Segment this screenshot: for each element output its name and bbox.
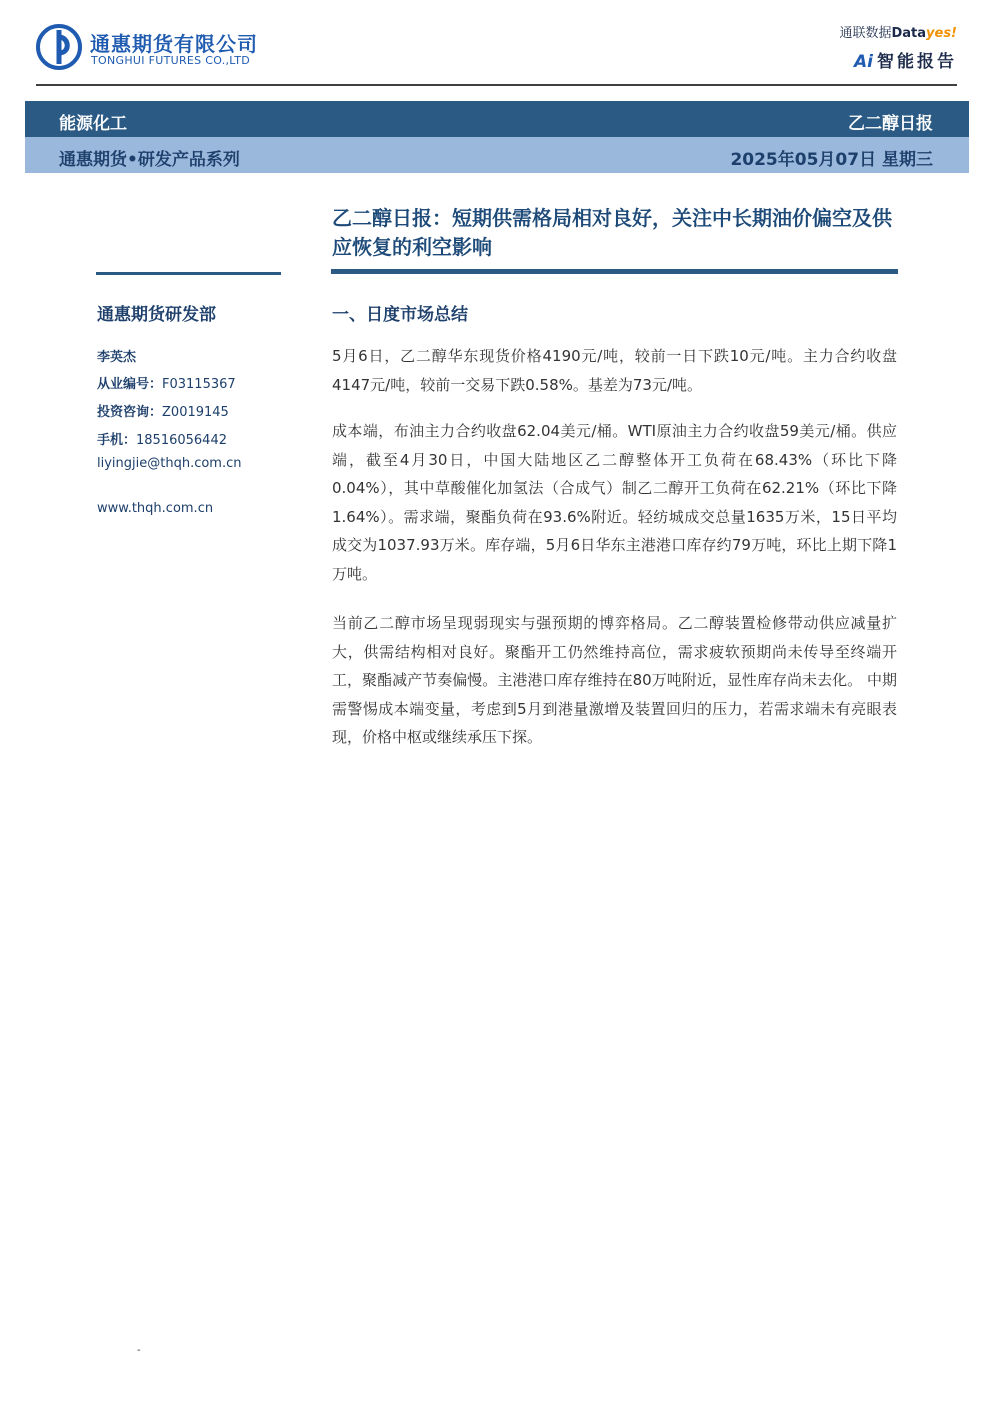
report-title: 乙二醇日报：短期供需格局相对良好，关注中长期油价偏空及供应恢复的利空影响 (332, 206, 892, 259)
phone-label: 手机： (97, 433, 137, 448)
license-value: F03115367 (162, 377, 236, 392)
series-label: 通惠期货•研发产品系列 (59, 150, 240, 170)
company-name-cn: 通惠期货有限公司 (90, 32, 258, 56)
phone-number (97, 429, 227, 448)
ai-icon: Ai (854, 52, 873, 72)
department-name: 通惠期货研发部 (97, 305, 216, 325)
page-mark: - (137, 1345, 141, 1356)
ai-report-text: 智能报告 (877, 52, 957, 72)
partner-brand-data: Data (891, 26, 927, 41)
section-heading: 一、日度市场总结 (332, 305, 468, 325)
partner-brand-yes: yes! (926, 26, 957, 41)
tonghui-logo-icon (36, 24, 82, 70)
series-band (25, 137, 969, 173)
website-link[interactable]: www.thqh.com.cn (97, 501, 214, 516)
consult-value: Z0019145 (162, 405, 229, 420)
sidebar-divider (96, 272, 281, 275)
datayes-logo (817, 22, 957, 41)
email-link[interactable]: liyingjie@thqh.com.cn (97, 456, 242, 471)
consult-label: 投资咨询： (97, 405, 163, 420)
header-divider (36, 84, 957, 86)
outlook-paragraph: 当前乙二醇市场呈现弱现实与强预期的博弈格局。乙二醇装置检修带动供应减量扩大，供需结构相对良好。聚酯开工仍然维持高位，需求疲软预期尚未传导至终端开工，聚酯减产节奏偏慢。主港港口库存维持在80万吨附近，显性库存尚未去化。 中期需警惕成本端变量，考虑到5月到港量激增及装置回归的压力，若需求端未有亮眼表现，价格中枢或继续承压下探。 (332, 614, 897, 746)
company-name-en: TONGHUI FUTURES CO.,LTD (91, 54, 251, 67)
category-band (25, 101, 969, 137)
company-logo (36, 24, 276, 74)
partner-logo (817, 22, 957, 72)
ai-report-label (817, 47, 957, 72)
fundamentals-paragraph: 成本端，布油主力合约收盘62.04美元/桶。WTI原油主力合约收盘59美元/桶。供应端，截至4月30日，中国大陆地区乙二醇整体开工负荷在68.43%（环比下降0.04%），其中草酸催化加氢法（合成气）制乙二醇开工负荷在62.21%（环比下降1.64%）。需求端，聚酯负荷在93.6%附近。轻纺城成交总量1635万米，15日平均成交为1037.93万米。库存端，5月6日华东主港港口库存约79万吨，环比上期下降1万吨。 (332, 422, 897, 583)
consult-number (97, 401, 229, 420)
license-number (97, 373, 236, 392)
sector-label: 能源化工 (59, 114, 127, 134)
title-divider (331, 269, 898, 274)
partner-prefix: 通联数据 (839, 26, 892, 41)
report-type-label: 乙二醇日报 (848, 114, 933, 134)
report-date: 2025年05月07日 星期三 (730, 150, 933, 170)
license-label: 从业编号： (97, 377, 163, 392)
phone-value: 18516056442 (136, 433, 227, 448)
analyst-name: 李英杰 (97, 350, 137, 365)
summary-paragraph: 5月6日，乙二醇华东现货价格4190元/吨，较前一日下跌10元/吨。主力合约收盘4147元/吨，较前一交易下跌0.58%。基差为73元/吨。 (332, 347, 897, 394)
